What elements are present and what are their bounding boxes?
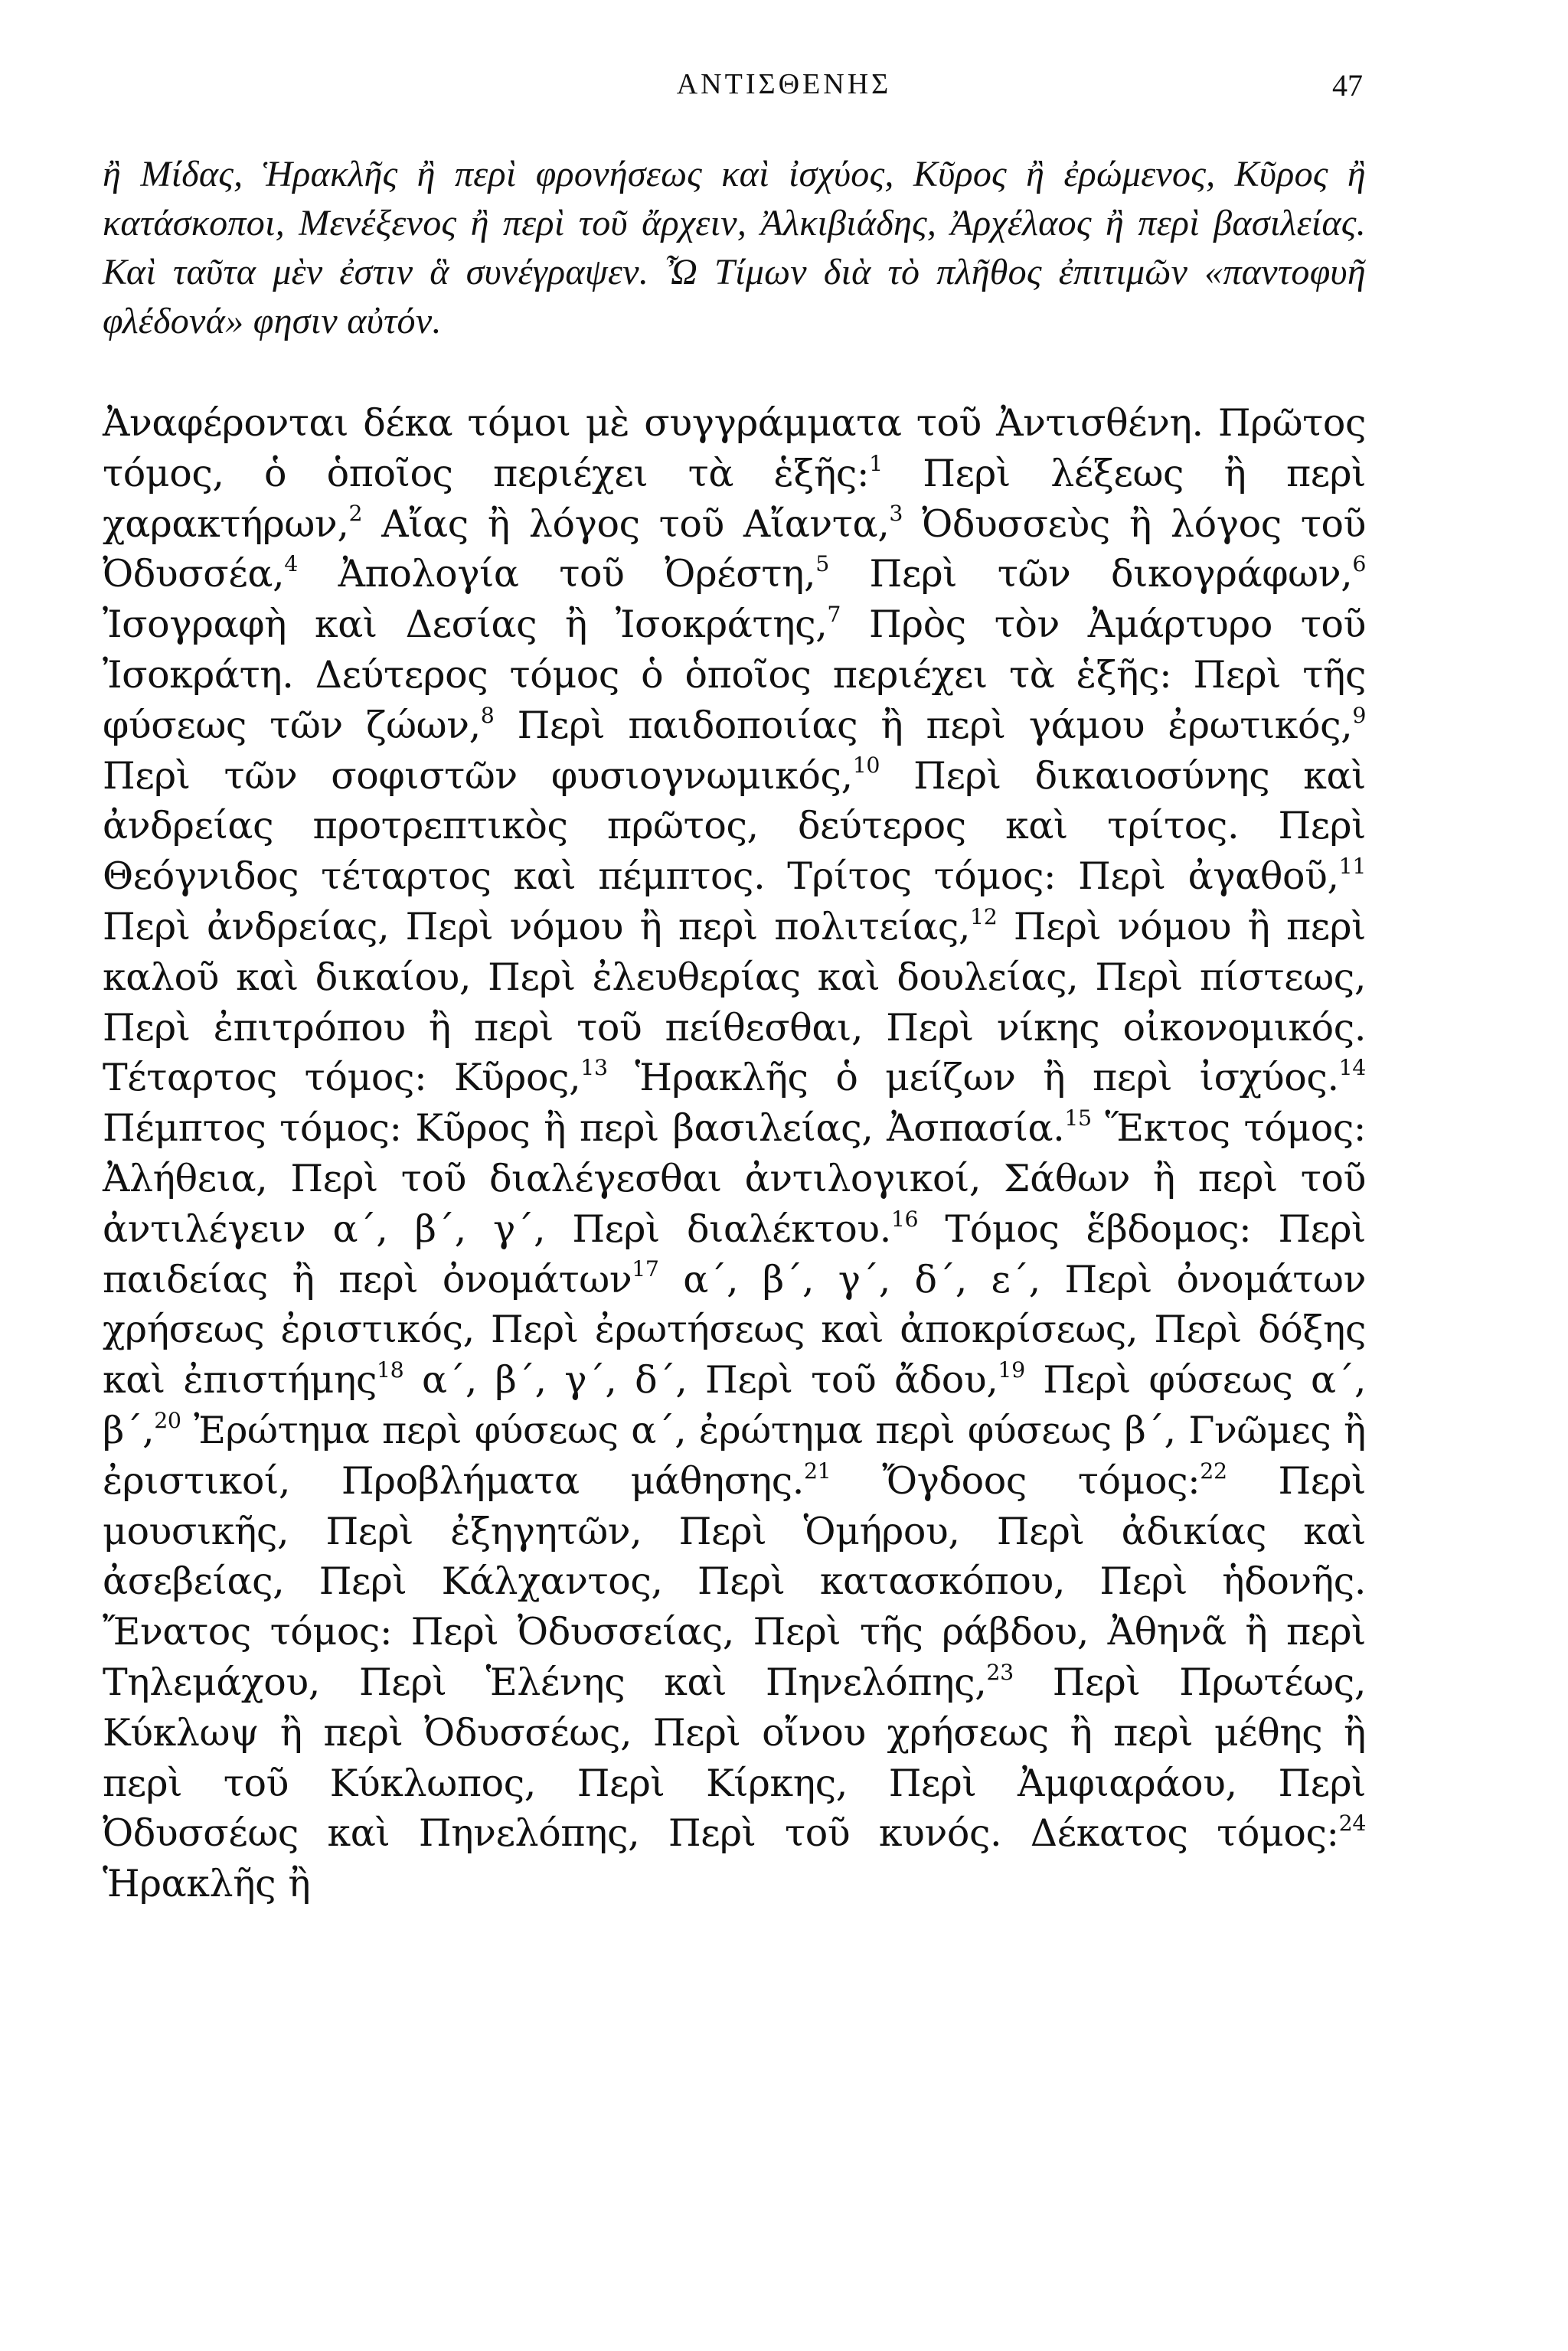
footnote-marker: 4 xyxy=(284,551,298,577)
text-segment: Περὶ παιδοποιίας ἢ περὶ γάμου ἐρωτικός, xyxy=(494,703,1353,747)
footnote-marker: 12 xyxy=(970,903,998,929)
running-title: ΑΝΤΙΣΘΕΝΗΣ xyxy=(676,68,892,100)
text-segment: Ἐρώτημα περὶ φύσεως α΄, ἐρώτημα περὶ φύσεως β΄, Γνῶμες ἢ ἐριστικοί, Προβλήματα μάθησης. xyxy=(103,1408,1366,1503)
text-segment: α΄, β΄, γ΄, δ΄, ε΄, Περὶ ὀνομάτων χρήσεως ἐριστικός, Περὶ ἐρωτήσεως καὶ ἀποκρίσεως, Περὶ δόξης καὶ ἐπιστήμης xyxy=(103,1257,1367,1402)
footnote-marker: 16 xyxy=(890,1206,919,1232)
footnote-marker: 7 xyxy=(827,602,841,628)
page-number: 47 xyxy=(1332,68,1363,103)
text-segment: Ἡρακλῆς ἢ xyxy=(103,1862,311,1906)
footnote-marker: 22 xyxy=(1200,1458,1227,1484)
text-segment: Περὶ δικαιοσύνης καὶ ἀνδρείας προτρεπτικὸς πρῶτος, δεύτερος καὶ τρίτος. Περὶ Θεόγνιδος τέταρτος καὶ πέμπτος. Τρίτος τόμος: Περὶ ἀγαθοῦ, xyxy=(103,753,1366,899)
text-segment: Ἕκτος τόμος: Ἀλήθεια, Περὶ τοῦ διαλέγεσθαι ἀντιλογικοί, Σάθων ἢ περὶ τοῦ ἀντιλέγειν α΄, β΄, γ΄, Περὶ διαλέκτου. xyxy=(103,1106,1367,1251)
footnote-marker: 11 xyxy=(1338,854,1366,880)
text-segment: Τόμος ἕβδομος: Περὶ παιδείας ἢ περὶ ὀνομάτων xyxy=(103,1207,1366,1301)
text-segment: Περὶ τῶν δικογράφων, xyxy=(828,552,1353,596)
footnote-marker: 2 xyxy=(348,501,363,527)
text-segment: Ὀδυσσεὺς ἢ λόγος τοῦ Ὀδυσσέα, xyxy=(103,501,1367,596)
intro-paragraph: ἢ Μίδας, Ἡρακλῆς ἢ περὶ φρονήσεως καὶ ἰσχύος, Κῦρος ἢ ἐρώμενος, Κῦρος ἢ κατάσκοποι, Μενέξενος ἢ περὶ τοῦ ἄρχειν, Ἀλκιβιάδης, Ἀρχέλαος ἢ περὶ βασιλείας. Καὶ ταῦτα μὲν ἐστιν ἃ συνέγραψεν. Ὦ Τίμων διὰ τὸ πλῆθος ἐπιτιμῶν «παντοφυῆ φλέδονά» φησιν αὐτόν. xyxy=(103,154,1366,341)
running-head xyxy=(0,67,1568,113)
footnote-marker: 23 xyxy=(986,1659,1014,1685)
text-segment: Πρὸς τὸν Ἀμάρτυρο τοῦ Ἰσοκράτη. Δεύτερος τόμος ὁ ὁποῖος περιέχει τὰ ἑξῆς: Περὶ τῆς φύσεως τῶν ζώων, xyxy=(103,602,1367,747)
footnote-marker: 6 xyxy=(1352,551,1366,577)
footnote-marker: 19 xyxy=(998,1357,1025,1383)
text-segment: Ἰσογραφὴ καὶ Δεσίας ἢ Ἰσοκράτης, xyxy=(103,602,828,647)
text-segment: Περὶ νόμου ἢ περὶ καλοῦ καὶ δικαίου, Περὶ ἐλευθερίας καὶ δουλείας, Περὶ πίστεως, Περὶ ἐπιτρόπου ἢ περὶ τοῦ πείθεσθαι, Περὶ νίκης οἰκονομικός. Τέταρτος τόμος: Κῦρος, xyxy=(103,904,1366,1100)
text-segment: Περὶ τῶν σοφιστῶν φυσιογνωμικός, xyxy=(103,753,853,798)
text-segment: α΄, β΄, γ΄, δ΄, Περὶ τοῦ ἄδου, xyxy=(403,1358,998,1402)
footnote-marker: 15 xyxy=(1064,1105,1092,1131)
text-segment: Αἴας ἢ λόγος τοῦ Αἴαντα, xyxy=(362,501,890,546)
footnote-marker: 14 xyxy=(1338,1055,1366,1081)
footnote-marker: 9 xyxy=(1352,702,1366,728)
footnote-marker: 5 xyxy=(815,551,829,577)
text-segment: Πέμπτος τόμος: Κῦρος ἢ περὶ βασιλείας, Ἀσπασία. xyxy=(103,1106,1065,1151)
text-segment: Περὶ λέξεως ἢ περὶ χαρακτήρων, xyxy=(103,451,1366,546)
footnote-marker: 3 xyxy=(889,501,903,527)
text-segment: Περὶ μουσικῆς, Περὶ ἐξηγητῶν, Περὶ Ὁμήρου, Περὶ ἀδικίας καὶ ἀσεβείας, Περὶ Κάλχαντος, Περὶ κατασκόπου, Περὶ ἡδονῆς. Ἔνατος τόμος: Περὶ Ὀδυσσείας, Περὶ τῆς ράβδου, Ἀθηνᾶ ἢ περὶ Τηλεμάχου, Περὶ Ἑλένης καὶ Πηνελόπης, xyxy=(103,1458,1366,1704)
text-segment: Ἀναφέρονται δέκα τόμοι μὲ συγγράμματα τοῦ Ἀντισθένη. Πρῶτος τόμος, ὁ ὁποῖος περιέχει τὰ ἑξῆς: xyxy=(103,401,1366,495)
footnote-marker: 10 xyxy=(852,753,880,779)
main-paragraph xyxy=(103,398,1366,1909)
text-segment: Περὶ Πρωτέως, Κύκλωψ ἢ περὶ Ὀδυσσέως, Περὶ οἴνου χρήσεως ἢ περὶ μέθης ἢ περὶ τοῦ Κύκλωπος, Περὶ Κίρκης, Περὶ Ἀμφιαράου, Περὶ Ὀδυσσέως καὶ Πηνελόπης, Περὶ τοῦ κυνός. Δέκατος τόμος: xyxy=(103,1660,1366,1856)
text-segment: Περὶ φύσεως α΄, β΄, xyxy=(103,1358,1366,1452)
footnote-marker: 24 xyxy=(1338,1811,1366,1837)
footnote-marker: 1 xyxy=(869,450,883,476)
text-block xyxy=(103,150,1366,1909)
text-segment: Ἀπολογία τοῦ Ὀρέστη, xyxy=(297,552,816,596)
text-segment: Ὄγδοος τόμος: xyxy=(831,1458,1200,1503)
footnote-marker: 17 xyxy=(632,1256,659,1282)
footnote-marker: 20 xyxy=(154,1407,181,1433)
footnote-marker: 21 xyxy=(803,1458,831,1484)
text-segment: Περὶ ἀνδρείας, Περὶ νόμου ἢ περὶ πολιτείας, xyxy=(103,904,971,949)
footnote-marker: 18 xyxy=(377,1357,404,1383)
text-segment: Ἡρακλῆς ὁ μείζων ἢ περὶ ἰσχύος. xyxy=(607,1056,1339,1100)
footnote-marker: 8 xyxy=(480,702,495,728)
footnote-marker: 13 xyxy=(580,1055,608,1081)
